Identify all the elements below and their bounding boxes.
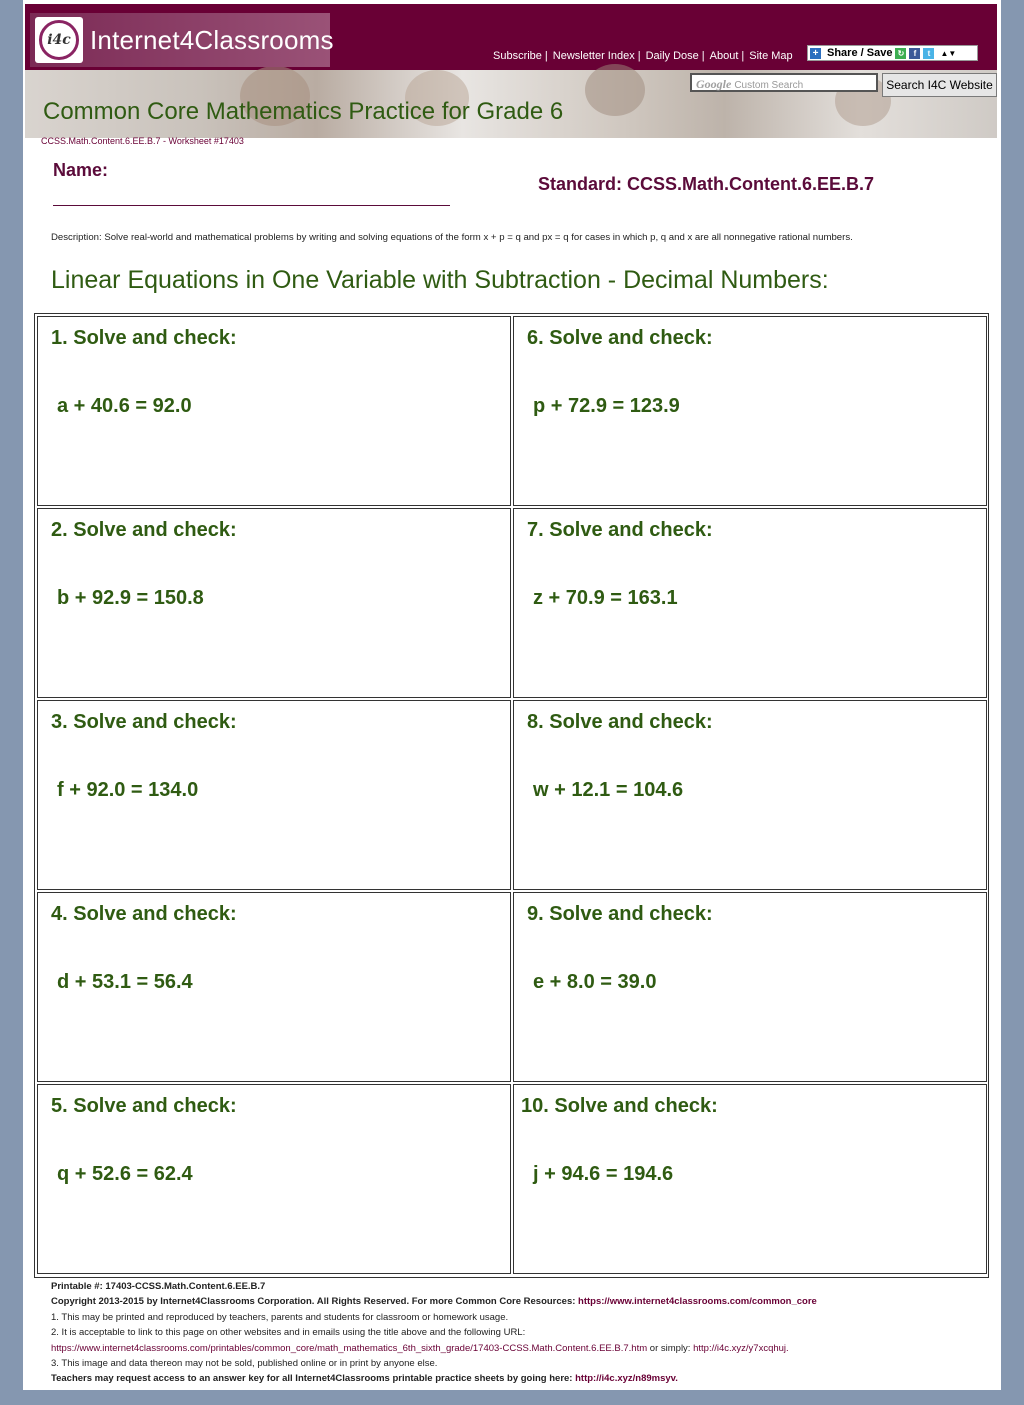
search-button[interactable]: Search I4C Website (882, 73, 997, 97)
problem-label: 10. Solve and check: (521, 1095, 718, 1117)
worksheet-title: Linear Equations in One Variable with Subtraction - Decimal Numbers: (51, 266, 829, 294)
nav-daily-dose[interactable]: Daily Dose (645, 50, 699, 62)
problem-equation: z + 70.9 = 163.1 (533, 587, 678, 609)
logo-text: Internet4Classrooms (90, 25, 334, 55)
share-label: Share / Save (827, 47, 893, 59)
footer-copyright-text: Copyright 2013-2015 by Internet4Classrooms Corporation. All Rights Reserved. For more Common Core Resources: (51, 1296, 576, 1308)
share-save-button[interactable] (807, 45, 978, 61)
footer-url-or: or simply: (647, 1342, 694, 1354)
site-header (25, 4, 997, 138)
twitter-icon: t (923, 48, 934, 59)
problem-label: 2. Solve and check: (51, 519, 237, 541)
problem-equation: e + 8.0 = 39.0 (533, 971, 657, 993)
footer-answer-key-text: Teachers may request access to an answer key for all Internet4Classrooms printable practice sheets by going here: (51, 1373, 573, 1385)
problem-label: 4. Solve and check: (51, 903, 237, 925)
problem-equation: w + 12.1 = 104.6 (533, 779, 684, 801)
footer-note-3: 3. This image and data thereon may not be sold, published online or in print by anyone else. (51, 1357, 438, 1369)
problem-label: 5. Solve and check: (51, 1095, 237, 1117)
name-line (53, 205, 450, 206)
refresh-icon: ↻ (895, 48, 906, 59)
problem-cell (37, 316, 511, 506)
description: Description: Solve real-world and mathematical problems by writing and solving equations of the form x + p = q and px = q for cases in which p, q and x are all nonnegative rational numbers. (51, 232, 853, 243)
nav-site-map[interactable]: Site Map (749, 50, 793, 62)
nav-newsletter-index[interactable]: Newsletter Index (552, 50, 635, 62)
problem-equation: p + 72.9 = 123.9 (533, 395, 680, 417)
logo[interactable] (30, 13, 334, 67)
problem-equation: q + 52.6 = 62.4 (57, 1163, 193, 1185)
footer-long-url-link[interactable]: https://www.internet4classrooms.com/printables/common_core/math_mathematics_6th_sixth_grade/17403-CCSS.Math.Content.6.EE.B.7.htm (51, 1342, 648, 1354)
problem-cell (513, 700, 987, 890)
problem-equation: a + 40.6 = 92.0 (57, 395, 192, 417)
problem-cell (513, 316, 987, 506)
problem-cell (37, 508, 511, 698)
problem-cell (37, 700, 511, 890)
problem-label: 6. Solve and check: (527, 327, 713, 349)
updown-icon: ▲▼ (940, 48, 957, 58)
problem-cell (513, 1084, 987, 1274)
footer (51, 1281, 817, 1389)
footer-short-url-link[interactable]: http://i4c.xyz/y7xcqhuj. (693, 1342, 789, 1354)
footer-answer-key (51, 1373, 817, 1388)
problem-grid (34, 313, 989, 1278)
breadcrumb: CCSS.Math.Content.6.EE.B.7 - Worksheet #17403 (41, 136, 244, 146)
problem-equation: d + 53.1 = 56.4 (57, 971, 193, 993)
facebook-icon: f (909, 48, 920, 59)
footer-copyright (51, 1296, 817, 1311)
footer-printable: Printable #: 17403-CCSS.Math.Content.6.EE.B.7 (51, 1281, 266, 1292)
top-nav: Subscribe | Newsletter Index | Daily Dose | About | Site Map (493, 50, 793, 62)
problem-equation: j + 94.6 = 194.6 (533, 1163, 674, 1185)
google-logo: Google (696, 77, 732, 91)
page (23, 0, 1001, 1390)
problem-label: 1. Solve and check: (51, 327, 237, 349)
logo-badge-icon (35, 17, 83, 63)
page-title: Common Core Mathematics Practice for Grade 6 (43, 98, 564, 125)
search-input[interactable] (690, 73, 878, 92)
nav-subscribe[interactable]: Subscribe (493, 50, 542, 62)
problem-label: 9. Solve and check: (527, 903, 713, 925)
logo-badge-text: i4c (39, 20, 79, 60)
footer-answer-key-link[interactable]: http://i4c.xyz/n89msyv. (575, 1373, 678, 1385)
problem-cell (513, 508, 987, 698)
problem-cell (513, 892, 987, 1082)
plus-icon: + (810, 48, 821, 59)
problem-label: 3. Solve and check: (51, 711, 237, 733)
footer-common-core-link[interactable]: https://www.internet4classrooms.com/common_core (578, 1296, 817, 1308)
standard-label: Standard: CCSS.Math.Content.6.EE.B.7 (538, 174, 875, 194)
problem-equation: f + 92.0 = 134.0 (57, 779, 199, 801)
problem-label: 8. Solve and check: (527, 711, 713, 733)
footer-note-1: 1. This may be printed and reproduced by teachers, parents and students for classroom or homework usage. (51, 1311, 509, 1323)
problem-equation: b + 92.9 = 150.8 (57, 587, 204, 609)
search-placeholder: Custom Search (734, 80, 804, 91)
problem-cell (37, 1084, 511, 1274)
name-label: Name: (53, 160, 109, 180)
nav-about[interactable]: About (709, 50, 739, 62)
problem-cell (37, 892, 511, 1082)
problem-label: 7. Solve and check: (527, 519, 713, 541)
footer-urls (51, 1343, 817, 1358)
footer-note-2: 2. It is acceptable to link to this page on other websites and in emails using the title above and the following URL: (51, 1327, 526, 1339)
